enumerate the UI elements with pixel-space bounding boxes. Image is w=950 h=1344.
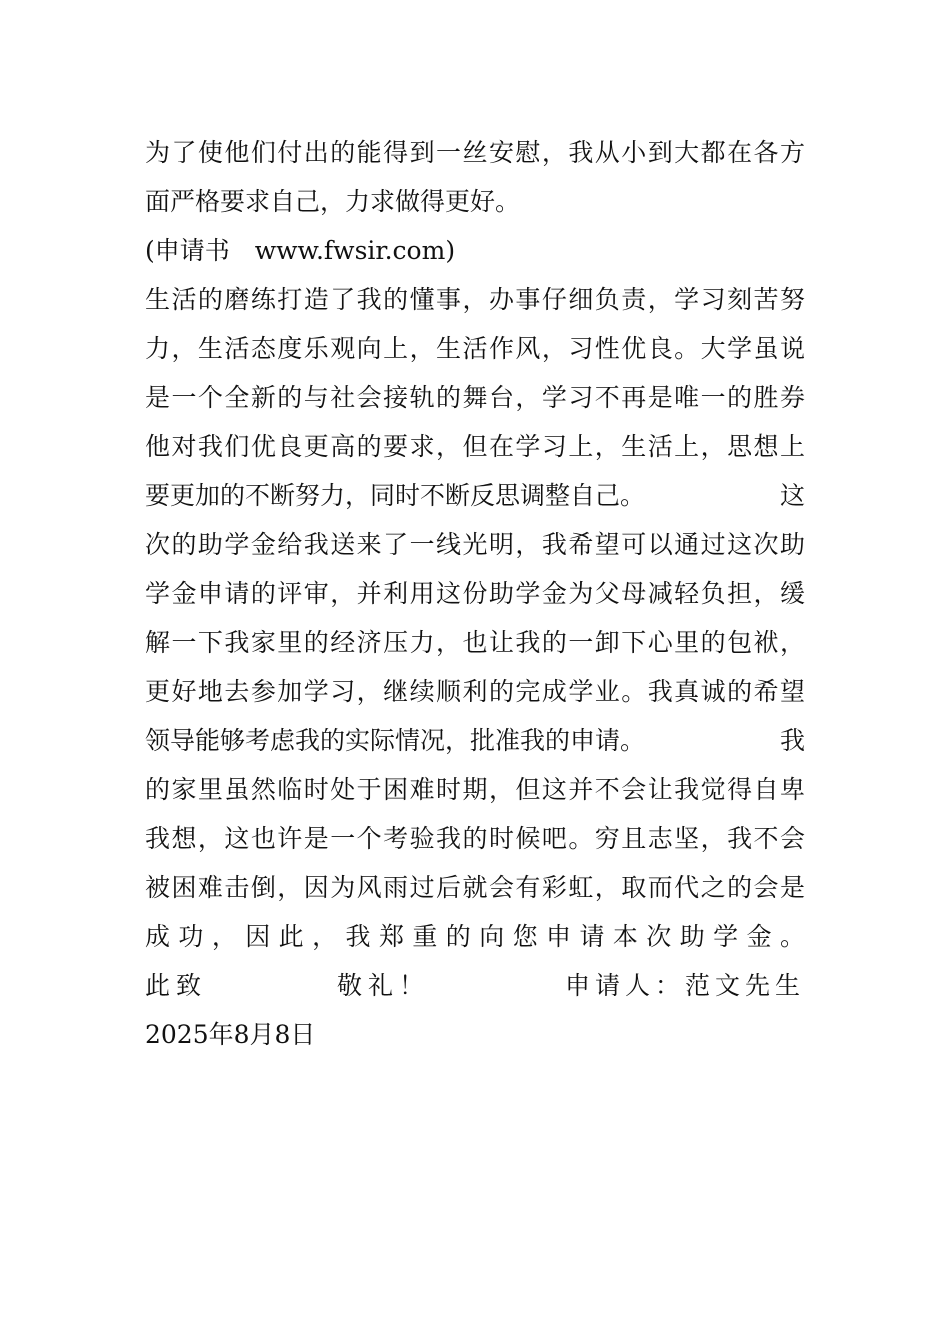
paragraph-line: 面严格要求自己，力求做得更好。 [145,187,521,216]
closing-signature: 申请人：范文先生 [564,971,805,1000]
closing-salutation: 此致 [145,971,208,1000]
paragraph-line: 为了使他们付出的能得到一丝安慰，我从小到大都在各方 [145,138,805,167]
document-body [145,128,805,1059]
paragraph-line: 更好地去参加学习，继续顺利的完成学业。我真诚的希望 [145,677,805,706]
paragraph-line-text: 领导能够考虑我的实际情况，批准我的申请。 [145,726,646,755]
paragraph-line: 的家里虽然临时处于困难时期，但这并不会让我觉得自卑 [145,775,805,804]
paragraph-line: 他对我们优良更高的要求，但在学习上，生活上，思想上 [145,432,805,461]
document-date: 2025年8月8日 [145,1020,316,1049]
paragraph-line [145,471,805,520]
paragraph-line: 生活的磨练打造了我的懂事，办事仔细负责，学习刻苦努 [145,285,805,314]
paragraph-line: 力，生活态度乐观向上，生活作风，习性优良。大学虽说 [145,334,805,363]
paragraph-line: 解一下我家里的经济压力，也让我的一卸下心里的包袱， [145,628,805,657]
paragraph-line: 我想，这也许是一个考验我的时候吧。穷且志坚，我不会 [145,824,805,853]
paragraph-line: 学金申请的评审，并利用这份助学金为父母减轻负担，缓 [145,579,805,608]
paragraph-line-trailing: 我 [779,726,805,755]
paragraph-line [145,716,805,765]
source-link-line: (申请书 www.fwsir.com) [145,236,456,265]
paragraph-line: 被困难击倒，因为风雨过后就会有彩虹，取而代之的会是 [145,873,805,902]
paragraph-line: 是一个全新的与社会接轨的舞台，学习不再是唯一的胜券 [145,383,805,412]
paragraph-line-final: 成功，因此，我郑重的向您申请本次助学金。 [145,922,805,951]
paragraph-line-text: 要更加的不断努力，同时不断反思调整自己。 [145,481,646,510]
paragraph-line: 次的助学金给我送来了一线光明，我希望可以通过这次助 [145,530,805,559]
paragraph-line-trailing: 这 [779,481,805,510]
closing-regards: 敬礼！ [337,971,431,1000]
closing-line [145,961,805,1010]
